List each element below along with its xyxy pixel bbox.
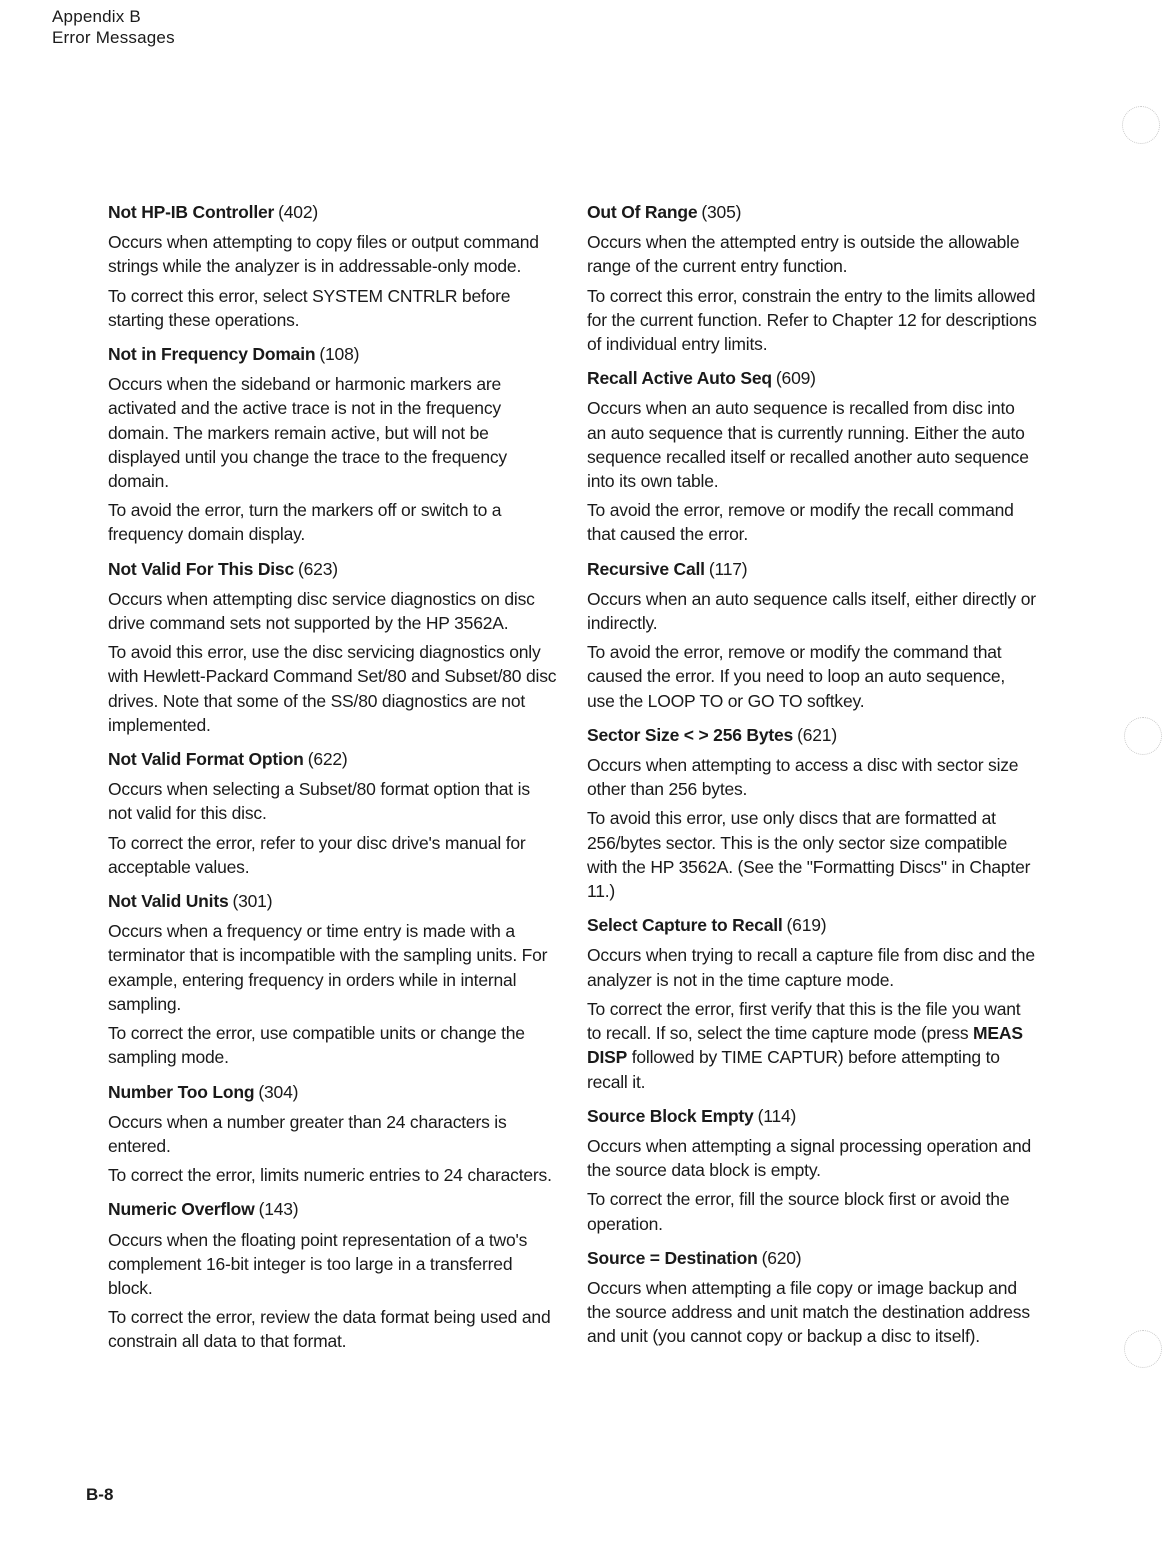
error-description: To correct this error, constrain the entry to the limits allowed for the current function. Refer to Chapter 12 for descriptions of individual entry limits. <box>587 285 1037 355</box>
error-title <box>108 889 558 913</box>
error-description: Occurs when attempting a file copy or image backup and the source address and unit match the destination address and unit (you cannot copy or backup a disc to itself). <box>587 1277 1030 1347</box>
error-description <box>587 997 1037 1094</box>
error-title <box>108 747 558 771</box>
error-title <box>108 342 558 366</box>
error-title <box>108 1197 558 1221</box>
error-title <box>587 1104 1037 1128</box>
error-name: Sector Size < > 256 Bytes <box>587 724 794 745</box>
error-code: (402) <box>278 202 318 222</box>
error-entry <box>108 747 558 879</box>
error-code: (619) <box>786 915 827 936</box>
error-title <box>108 200 558 224</box>
error-title <box>108 557 558 581</box>
error-title <box>587 913 1037 937</box>
error-code: (108) <box>319 344 360 365</box>
error-description: Occurs when the floating point representation of a two's complement 16-bit integer is too large in a transferred block. <box>108 1229 528 1298</box>
error-description: Occurs when attempting to copy files or output command strings while the analyzer is in addressable-only mode. <box>108 232 539 277</box>
error-code: (622) <box>307 749 348 770</box>
error-entry <box>108 342 558 547</box>
error-description: To correct the error, use compatible units or change the sampling mode. <box>108 1023 525 1068</box>
error-description: To correct the error, limits numeric entries to 24 characters. <box>108 1165 552 1186</box>
error-description: Occurs when selecting a Subset/80 format option that is not valid for this disc. <box>108 779 530 824</box>
error-name: Not in Frequency Domain <box>108 344 316 365</box>
error-description: To avoid the error, turn the markers off or switch to a frequency domain display. <box>108 500 502 545</box>
error-description: Occurs when trying to recall a capture file from disc and the analyzer is not in the time capture mode. <box>587 945 1035 990</box>
error-description: Occurs when attempting a signal processing operation and the source data block is empty. <box>587 1135 1032 1181</box>
error-description: Occurs when a frequency or time entry is made with a terminator that is incompatible with the sampling units. For example, entering frequency in orders while in internal sampling. <box>108 921 548 1014</box>
right-column <box>587 200 1037 1359</box>
error-description: To avoid this error, use the disc servicing diagnostics only with Hewlett-Packard Command Set/80 and Subset/80 disc drives. Note that some of the SS/80 diagnostics are not implemented. <box>108 642 557 735</box>
binder-hole-bottom <box>1124 1330 1162 1368</box>
error-entry <box>108 557 558 737</box>
error-entry <box>108 1197 558 1353</box>
error-title <box>587 557 1037 581</box>
error-code: (623) <box>298 558 338 579</box>
page-header <box>52 6 175 48</box>
error-title <box>587 200 1037 224</box>
error-entry <box>587 366 1037 546</box>
error-description: Occurs when a number greater than 24 characters is entered. <box>108 1111 507 1156</box>
error-entry <box>587 557 1037 713</box>
error-code: (114) <box>757 1105 797 1126</box>
description-text: followed by TIME CAPTUR) before attempting to recall it. <box>587 1047 1000 1092</box>
error-description: To avoid the error, remove or modify the command that caused the error. If you need to loop an auto sequence, use the LOOP TO or GO TO softkey. <box>587 642 1006 711</box>
error-code: (117) <box>708 558 748 579</box>
error-name: Recall Active Auto Seq <box>587 368 772 389</box>
error-entry <box>587 1246 1037 1349</box>
error-name: Out Of Range <box>587 202 698 222</box>
error-title <box>587 1246 1037 1270</box>
error-code: (620) <box>761 1247 802 1268</box>
error-entry <box>108 889 558 1069</box>
error-entry <box>108 1080 558 1188</box>
error-description: To correct the error, fill the source block first or avoid the operation. <box>587 1189 1010 1234</box>
error-title <box>108 1080 558 1104</box>
error-code: (301) <box>232 891 273 912</box>
appendix-label: Appendix B <box>52 7 141 26</box>
description-text: To correct the error, first verify that this is the file you want to recall. If so, select the time capture mode (press <box>587 998 1021 1044</box>
error-code: (143) <box>258 1199 299 1220</box>
error-name: Not Valid For This Disc <box>108 558 294 579</box>
left-column <box>108 200 558 1364</box>
error-name: Number Too Long <box>108 1081 255 1102</box>
binder-hole-top <box>1122 106 1160 144</box>
error-description: Occurs when attempting to access a disc with sector size other than 256 bytes. <box>587 755 1019 800</box>
error-description: Occurs when the sideband or harmonic markers are activated and the active trace is not in the frequency domain. The markers remain active, but will not be displayed until you change the trace to the frequency domain. <box>108 374 507 492</box>
error-description: Occurs when attempting disc service diagnostics on disc drive command sets not supported by the HP 3562A. <box>108 588 535 634</box>
error-description: To correct the error, refer to your disc drive's manual for acceptable values. <box>108 832 526 877</box>
error-name: Select Capture to Recall <box>587 915 783 936</box>
error-name: Not Valid Units <box>108 891 229 912</box>
error-description: To correct this error, select SYSTEM CNTRLR before starting these operations. <box>108 285 511 330</box>
error-entry <box>108 200 558 332</box>
error-name: Source = Destination <box>587 1247 758 1268</box>
error-name: Source Block Empty <box>587 1105 754 1126</box>
error-description: To avoid the error, remove or modify the recall command that caused the error. <box>587 500 1014 545</box>
error-entry <box>587 913 1037 1093</box>
error-entry <box>587 200 1037 356</box>
error-name: Not HP-IB Controller <box>108 202 275 222</box>
error-title <box>587 723 1037 747</box>
error-description: To correct the error, review the data format being used and constrain all data to that format. <box>108 1307 551 1352</box>
binder-hole-middle <box>1124 717 1162 755</box>
error-code: (621) <box>797 724 837 745</box>
error-description: Occurs when an auto sequence is recalled from disc into an auto sequence that is currently running. Either the auto sequence recalled itself or recalled another auto sequence into its own table. <box>587 398 1029 492</box>
error-code: (305) <box>701 202 742 222</box>
error-entry <box>587 723 1037 903</box>
error-code: (609) <box>775 368 816 389</box>
key-name: MEAS DISP <box>587 1023 1023 1068</box>
section-title: Error Messages <box>52 28 175 47</box>
error-name: Not Valid Format Option <box>108 749 304 770</box>
error-code: (304) <box>258 1081 299 1102</box>
error-entry <box>587 1104 1037 1236</box>
error-description: Occurs when an auto sequence calls itself, either directly or indirectly. <box>587 588 1036 634</box>
error-name: Numeric Overflow <box>108 1199 255 1220</box>
error-description: Occurs when the attempted entry is outside the allowable range of the current entry function. <box>587 232 1020 277</box>
page-number: B-8 <box>86 1485 114 1504</box>
error-name: Recursive Call <box>587 558 705 579</box>
error-description: To avoid this error, use only discs that are formatted at 256/bytes sector. This is the only sector size compatible with the HP 3562A. (See the "Formatting Discs" in Chapter 11.) <box>587 808 1031 902</box>
error-title <box>587 366 1037 390</box>
